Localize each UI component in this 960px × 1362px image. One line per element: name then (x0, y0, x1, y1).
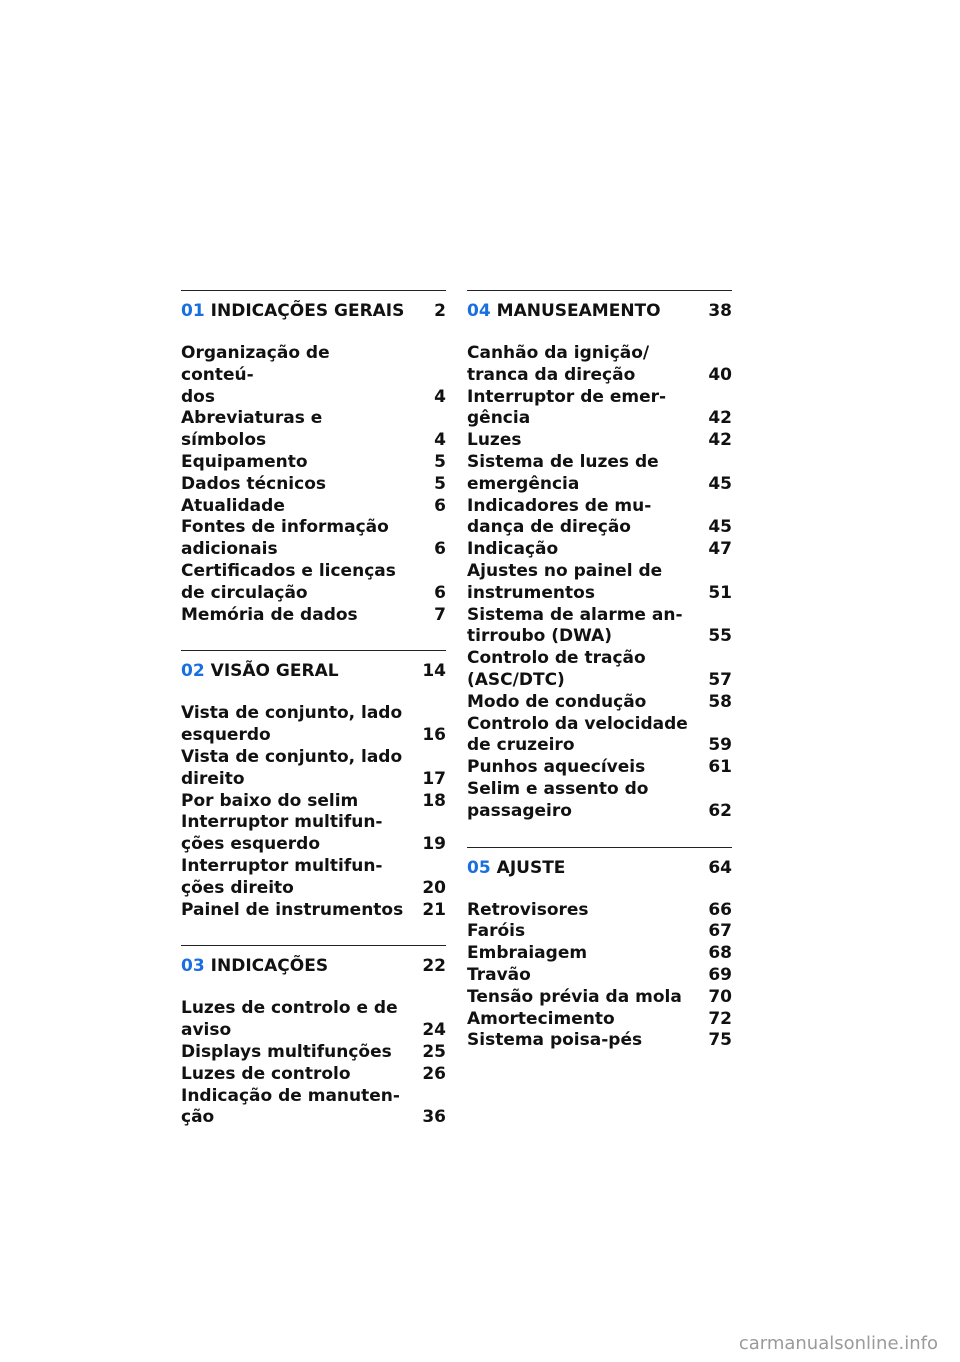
watermark: carmanualsonline.info (738, 1333, 938, 1354)
toc-entry[interactable] (467, 605, 732, 649)
toc-entry[interactable] (181, 703, 446, 747)
toc-entry[interactable] (181, 1086, 446, 1130)
toc-entry[interactable] (181, 343, 446, 408)
entry-title: Vista de conjunto, lado esquerdo (181, 703, 403, 746)
toc-section (181, 650, 446, 921)
entry-title: Controlo de tração (ASC/DTC) (467, 648, 646, 690)
entry-page-number: 62 (708, 800, 732, 821)
entry-page-number: 6 (434, 495, 446, 516)
entry-page-number: 59 (708, 735, 732, 756)
entry-page-number: 45 (708, 517, 732, 538)
toc-entry[interactable] (467, 943, 732, 965)
entry-page-number: 42 (708, 408, 732, 429)
entry-title: Vista de conjunto, lado direito (181, 746, 403, 789)
toc-entry[interactable] (467, 714, 732, 758)
entry-page-number: 16 (422, 725, 446, 746)
section-page-number: 38 (708, 301, 732, 321)
toc-entry[interactable] (181, 856, 446, 900)
entry-page-number: 6 (434, 539, 446, 560)
toc-section (467, 290, 732, 823)
entry-page-number: 69 (708, 964, 732, 985)
entry-title: Luzes de controlo e de aviso (181, 998, 398, 1041)
toc-entry[interactable] (181, 791, 446, 813)
toc-entry[interactable] (181, 747, 446, 791)
toc-entry[interactable] (181, 561, 446, 605)
entry-page-number: 58 (708, 691, 732, 712)
toc-right-column (467, 290, 732, 1052)
toc-section (181, 945, 446, 1129)
section-heading[interactable] (467, 847, 732, 888)
entry-title: Faróis (467, 921, 526, 942)
entry-title: Organização de conteú- dos (181, 343, 330, 407)
entry-title: Luzes (467, 430, 522, 451)
entry-page-number: 47 (708, 539, 732, 560)
toc-entry[interactable] (181, 474, 446, 496)
section-page-number: 2 (434, 301, 446, 321)
entry-title: Retrovisores (467, 899, 589, 920)
entry-title: Memória de dados (181, 604, 358, 625)
entry-title: Sistema de alarme an- tirroubo (DWA) (467, 604, 683, 647)
entry-list (467, 900, 732, 1053)
toc-entry[interactable] (181, 1064, 446, 1086)
toc-section (467, 847, 732, 1053)
section-heading[interactable] (181, 290, 446, 331)
section-number: 02 (181, 661, 205, 682)
entry-page-number: 24 (422, 1020, 446, 1041)
toc-entry[interactable] (467, 539, 732, 561)
entry-title: Por baixo do selim (181, 790, 359, 811)
entry-title: Punhos aquecíveis (467, 757, 646, 778)
entry-title: Interruptor de emer- gência (467, 386, 667, 429)
entry-title: Painel de instrumentos (181, 899, 404, 920)
entry-page-number: 6 (434, 582, 446, 603)
entry-list (181, 343, 446, 626)
toc-entry[interactable] (467, 921, 732, 943)
section-title: AJUSTE (496, 857, 566, 878)
entry-page-number: 68 (708, 943, 732, 964)
entry-title: Indicação de manuten- ção (181, 1085, 400, 1128)
section-heading[interactable] (181, 650, 446, 691)
toc-entry[interactable] (467, 757, 732, 779)
toc-entry[interactable] (467, 343, 732, 387)
entry-title: Selim e assento do passageiro (467, 778, 649, 821)
entry-list (181, 998, 446, 1129)
entry-page-number: 5 (434, 473, 446, 494)
entry-page-number: 25 (422, 1041, 446, 1062)
toc-entry[interactable] (181, 517, 446, 561)
entry-title: Indicadores de mu- dança de direção (467, 495, 652, 538)
toc-entry[interactable] (181, 605, 446, 627)
toc-entry[interactable] (467, 452, 732, 496)
entry-page-number: 36 (422, 1107, 446, 1128)
entry-list (467, 343, 732, 823)
toc-entry[interactable] (467, 387, 732, 431)
toc-entry[interactable] (467, 987, 732, 1009)
entry-title: Sistema de luzes de emergência (467, 451, 659, 494)
entry-title: Embraiagem (467, 943, 588, 964)
entry-page-number: 72 (708, 1008, 732, 1029)
toc-entry[interactable] (467, 496, 732, 540)
entry-page-number: 26 (422, 1063, 446, 1084)
section-title: INDICAÇÕES GERAIS (210, 301, 405, 321)
toc-entry[interactable] (181, 900, 446, 922)
entry-title: Ajustes no painel de instrumentos (467, 560, 663, 603)
entry-page-number: 75 (708, 1030, 732, 1051)
section-number: 03 (181, 956, 205, 977)
entry-page-number: 4 (434, 430, 446, 451)
toc-entry[interactable] (467, 1030, 732, 1052)
section-title: INDICAÇÕES (210, 956, 329, 977)
toc-entry[interactable] (467, 561, 732, 605)
section-number: 05 (467, 857, 491, 878)
entry-title: Luzes de controlo (181, 1063, 351, 1084)
entry-title: Dados técnicos (181, 473, 327, 494)
entry-title: Interruptor multifun- ções esquerdo (181, 812, 383, 855)
toc-entry[interactable] (181, 812, 446, 856)
entry-page-number: 17 (422, 768, 446, 789)
entry-title: Controlo da velocidade de cruzeiro (467, 713, 688, 756)
entry-page-number: 7 (434, 604, 446, 625)
toc-entry[interactable] (181, 408, 446, 452)
entry-title: Modo de condução (467, 691, 647, 712)
entry-page-number: 61 (708, 757, 732, 778)
entry-title: Displays multifunções (181, 1041, 392, 1062)
entry-page-number: 18 (422, 790, 446, 811)
section-number: 04 (467, 301, 491, 321)
entry-page-number: 55 (708, 626, 732, 647)
entry-page-number: 20 (422, 877, 446, 898)
entry-page-number: 57 (708, 669, 732, 690)
entry-title: Certificados e licenças de circulação (181, 560, 396, 603)
section-page-number: 14 (422, 661, 446, 682)
entry-title: Atualidade (181, 495, 285, 516)
entry-title: Sistema poisa-pés (467, 1030, 643, 1051)
entry-page-number: 4 (434, 386, 446, 407)
entry-title: Canhão da ignição/ tranca da direção (467, 343, 650, 385)
section-page-number: 64 (708, 857, 732, 878)
entry-title: Tensão prévia da mola (467, 986, 682, 1007)
entry-title: Indicação (467, 539, 559, 560)
section-title: MANUSEAMENTO (496, 301, 661, 321)
section-heading[interactable] (181, 945, 446, 986)
entry-title: Interruptor multifun- ções direito (181, 855, 383, 898)
entry-page-number: 67 (708, 921, 732, 942)
entry-title: Amortecimento (467, 1008, 615, 1029)
section-heading[interactable] (467, 290, 732, 331)
toc-entry[interactable] (467, 900, 732, 922)
entry-page-number: 70 (708, 986, 732, 1007)
toc-entry[interactable] (467, 692, 732, 714)
toc-entry[interactable] (467, 430, 732, 452)
toc-left-column (181, 290, 446, 1129)
entry-page-number: 21 (422, 899, 446, 920)
entry-title: Equipamento (181, 451, 308, 472)
toc-section (181, 290, 446, 626)
entry-page-number: 5 (434, 451, 446, 472)
toc-entry[interactable] (467, 779, 732, 823)
entry-page-number: 45 (708, 473, 732, 494)
section-page-number: 22 (422, 956, 446, 977)
entry-title: Abreviaturas e símbolos (181, 408, 323, 451)
entry-page-number: 42 (708, 430, 732, 451)
entry-title: Travão (467, 964, 531, 985)
toc-entry[interactable] (181, 1042, 446, 1064)
section-number: 01 (181, 301, 205, 321)
toc-entry[interactable] (181, 496, 446, 518)
toc-entry[interactable] (181, 998, 446, 1042)
section-title: VISÃO GERAL (210, 661, 339, 682)
entry-page-number: 19 (422, 834, 446, 855)
toc-entry[interactable] (467, 965, 732, 987)
entry-page-number: 51 (708, 582, 732, 603)
toc-entry[interactable] (467, 648, 732, 692)
toc-entry[interactable] (181, 452, 446, 474)
entry-title: Fontes de informação adicionais (181, 517, 389, 560)
entry-page-number: 40 (708, 364, 732, 385)
entry-page-number: 66 (708, 899, 732, 920)
toc-entry[interactable] (467, 1009, 732, 1031)
entry-list (181, 703, 446, 921)
